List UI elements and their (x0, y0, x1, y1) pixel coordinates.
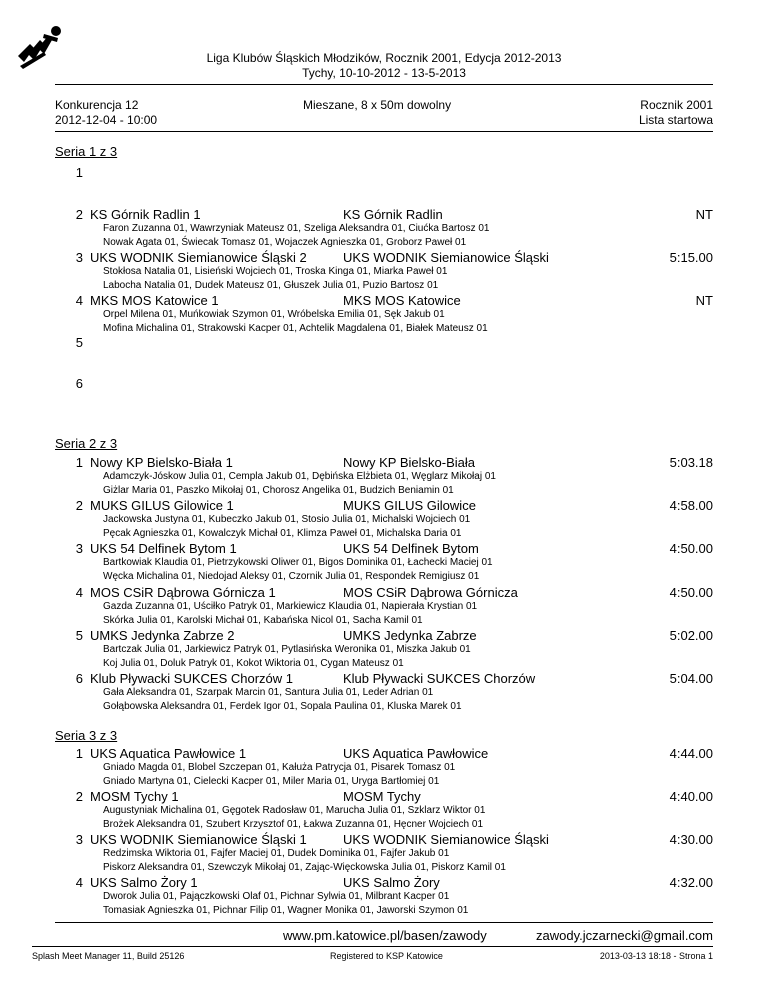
swimmers-line: Gała Aleksandra 01, Szarpak Marcin 01, Santura Julia 01, Leder Adrian 01 (103, 687, 434, 698)
swimmers-line: Adamczyk-Jóskow Julia 01, Cempla Jakub 01, Dębińska Elżbieta 01, Węglarz Mikołaj 01 (103, 471, 496, 482)
header-divider (55, 84, 713, 85)
club-name: Nowy KP Bielsko-Biała (343, 455, 475, 470)
footer-divider (55, 922, 713, 923)
relay-team: MKS MOS Katowice 1 (90, 293, 219, 308)
club-name: UMKS Jedynka Zabrze (343, 628, 477, 643)
list-type: Lista startowa (638, 113, 713, 127)
swimmers-line: Mofina Michalina 01, Strakowski Kacper 01, Achtelik Magdalena 01, Białek Mateusz 01 (103, 323, 488, 334)
lane-number: 2 (75, 207, 83, 222)
swimmers-line: Piskorz Aleksandra 01, Szewczyk Mikołaj 01, Zając-Więckowska Julia 01, Piskorz Kamil 01 (103, 862, 506, 873)
meet-title: Liga Klubów Śląskich Młodzików, Rocznik 2001, Edycja 2012-2013 (206, 51, 562, 65)
relay-team: MUKS GILUS Gilowice 1 (90, 498, 234, 513)
lane-number: 2 (75, 789, 83, 804)
lane-number: 4 (75, 585, 83, 600)
heat-title: Seria 3 z 3 (55, 728, 118, 743)
lane-number: 6 (75, 376, 83, 391)
swimmers-line: Dworok Julia 01, Pajączkowski Olaf 01, Pichnar Sylwia 01, Milbrant Kacper 01 (103, 891, 450, 902)
heat-title: Seria 1 z 3 (55, 144, 118, 159)
relay-team: Klub Pływacki SUKCES Chorzów 1 (90, 671, 294, 686)
swimmers-line: Augustyniak Michalina 01, Gęgotek Radosław 01, Marucha Julia 01, Szklarz Wiktor 01 (103, 805, 486, 816)
relay-team: KS Górnik Radlin 1 (90, 207, 201, 222)
lane-number: 5 (75, 628, 83, 643)
club-name: MOS CSiR Dąbrowa Górnicza (343, 585, 518, 600)
footer-software: Splash Meet Manager 11, Build 25126 (32, 951, 185, 961)
entry-time: 5:02.00 (669, 628, 713, 643)
event-divider (55, 131, 713, 132)
entry-time: 4:30.00 (669, 832, 713, 847)
club-name: UKS WODNIK Siemianowice Śląski (343, 832, 549, 847)
event-number: Konkurencja 12 (55, 98, 139, 112)
swimmers-line: Brożek Aleksandra 01, Szubert Krzysztof 01, Łakwa Zuzanna 01, Hęcner Wojciech 01 (103, 819, 484, 830)
swimmers-line: Gniado Magda 01, Blobel Szczepan 01, Kałuża Patrycja 01, Pisarek Tomasz 01 (103, 762, 456, 773)
swimmers-line: Nowak Agata 01, Świecak Tomasz 01, Wojaczek Agnieszka 01, Groborz Paweł 01 (103, 237, 467, 248)
swimmers-line: Skórka Julia 01, Karolski Michał 01, Kabańska Nicol 01, Sacha Kamil 01 (103, 615, 423, 626)
relay-team: UKS 54 Delfinek Bytom 1 (90, 541, 237, 556)
swimmers-line: Giżlar Maria 01, Paszko Mikołaj 01, Chorosz Angelika 01, Budzich Beniamin 01 (103, 485, 454, 496)
club-name: UKS 54 Delfinek Bytom (343, 541, 479, 556)
entry-time: NT (695, 293, 713, 308)
club-name: MOSM Tychy (343, 789, 421, 804)
relay-team: UMKS Jedynka Zabrze 2 (90, 628, 235, 643)
relay-team: UKS WODNIK Siemianowice Śląski 2 (90, 250, 307, 265)
relay-team: UKS Aquatica Pawłowice 1 (90, 746, 247, 761)
heat-title: Seria 2 z 3 (55, 436, 118, 451)
footer-registered: Registered to KSP Katowice (330, 951, 443, 961)
swimmers-line: Jackowska Justyna 01, Kubeczko Jakub 01, Stosio Julia 01, Michalski Wojciech 01 (103, 514, 471, 525)
entry-time: 5:04.00 (669, 671, 713, 686)
club-name: UKS WODNIK Siemianowice Śląski (343, 250, 549, 265)
relay-team: Nowy KP Bielsko-Biała 1 (90, 455, 233, 470)
entry-time: 5:15.00 (669, 250, 713, 265)
swimmers-line: Gołąbowska Aleksandra 01, Ferdek Igor 01, Sopala Paulina 01, Kluska Marek 01 (103, 701, 462, 712)
event-datetime: 2012-12-04 - 10:00 (55, 113, 158, 127)
footer-url[interactable]: www.pm.katowice.pl/basen/zawody (283, 928, 487, 943)
event-category: Rocznik 2001 (640, 98, 713, 112)
club-name: MUKS GILUS Gilowice (343, 498, 476, 513)
lane-number: 3 (75, 832, 83, 847)
swimmers-line: Bartkowiak Klaudia 01, Pietrzykowski Oliwer 01, Bigos Dominika 01, Łachecki Maciej 01 (103, 557, 493, 568)
entry-time: NT (695, 207, 713, 222)
entry-time: 4:58.00 (669, 498, 713, 513)
swimmers-line: Faron Zuzanna 01, Wawrzyniak Mateusz 01, Szeliga Aleksandra 01, Ciućka Bartosz 01 (103, 223, 490, 234)
relay-team: UKS Salmo Żory 1 (90, 875, 198, 890)
entry-time: 4:50.00 (669, 541, 713, 556)
club-name: KS Górnik Radlin (343, 207, 443, 222)
lane-number: 4 (75, 875, 83, 890)
entry-time: 4:50.00 (669, 585, 713, 600)
swimmers-line: Gniado Martyna 01, Cielecki Kacper 01, Miler Maria 01, Uryga Bartłomiej 01 (103, 776, 440, 787)
lane-number: 5 (75, 335, 83, 350)
footer-timestamp: 2013-03-13 18:18 - Strona 1 (599, 951, 713, 961)
lane-number: 3 (75, 541, 83, 556)
footer-rule (32, 946, 713, 947)
lane-number: 1 (75, 746, 83, 761)
swimmers-line: Węcka Michalina 01, Niedojad Aleksy 01, Czornik Julia 01, Respondek Remigiusz 01 (103, 571, 480, 582)
swimmers-line: Pęcak Agnieszka 01, Kowalczyk Michał 01, Klimza Paweł 01, Michalska Daria 01 (103, 528, 462, 539)
entry-time: 4:32.00 (669, 875, 713, 890)
swimmers-line: Stokłosa Natalia 01, Lisieński Wojciech 01, Troska Kinga 01, Miarka Paweł 01 (103, 266, 448, 277)
swimmers-line: Tomasiak Agnieszka 01, Pichnar Filip 01, Wagner Monika 01, Jaworski Szymon 01 (103, 905, 469, 916)
swimmers-line: Redzimska Wiktoria 01, Fajfer Maciej 01, Dudek Dominika 01, Fajfer Jakub 01 (103, 848, 450, 859)
lane-number: 1 (75, 165, 83, 180)
footer-email[interactable]: zawody.jczarnecki@gmail.com (536, 928, 713, 943)
lane-number: 3 (75, 250, 83, 265)
lane-number: 4 (75, 293, 83, 308)
relay-team: MOS CSiR Dąbrowa Górnicza 1 (90, 585, 276, 600)
swimmers-line: Labocha Natalia 01, Dudek Mateusz 01, Głuszek Julia 01, Puzio Bartosz 01 (103, 280, 439, 291)
swimmers-line: Gazda Zuzanna 01, Uściłko Patryk 01, Markiewicz Klaudia 01, Napierała Krystian 01 (103, 601, 478, 612)
lane-number: 1 (75, 455, 83, 470)
entry-time: 5:03.18 (669, 455, 713, 470)
event-name: Mieszane, 8 x 50m dowolny (303, 98, 452, 112)
swimmers-line: Koj Julia 01, Doluk Patryk 01, Kokot Wiktoria 01, Cygan Mateusz 01 (103, 658, 404, 669)
entry-time: 4:40.00 (669, 789, 713, 804)
lane-number: 6 (75, 671, 83, 686)
swimmers-line: Orpel Milena 01, Muńkowiak Szymon 01, Wróbelska Emilia 01, Sęk Jakub 01 (103, 309, 445, 320)
club-name: UKS Aquatica Pawłowice (343, 746, 489, 761)
relay-team: UKS WODNIK Siemianowice Śląski 1 (90, 832, 307, 847)
relay-team: MOSM Tychy 1 (90, 789, 179, 804)
club-name: UKS Salmo Żory (343, 875, 440, 890)
entry-time: 4:44.00 (669, 746, 713, 761)
meet-dates: Tychy, 10-10-2012 - 13-5-2013 (302, 66, 466, 80)
club-name: Klub Pływacki SUKCES Chorzów (343, 671, 536, 686)
lane-number: 2 (75, 498, 83, 513)
club-name: MKS MOS Katowice (343, 293, 461, 308)
swimmers-line: Bartczak Julia 01, Jarkiewicz Patryk 01, Pytlasińska Weronika 01, Miszka Jakub 01 (103, 644, 471, 655)
